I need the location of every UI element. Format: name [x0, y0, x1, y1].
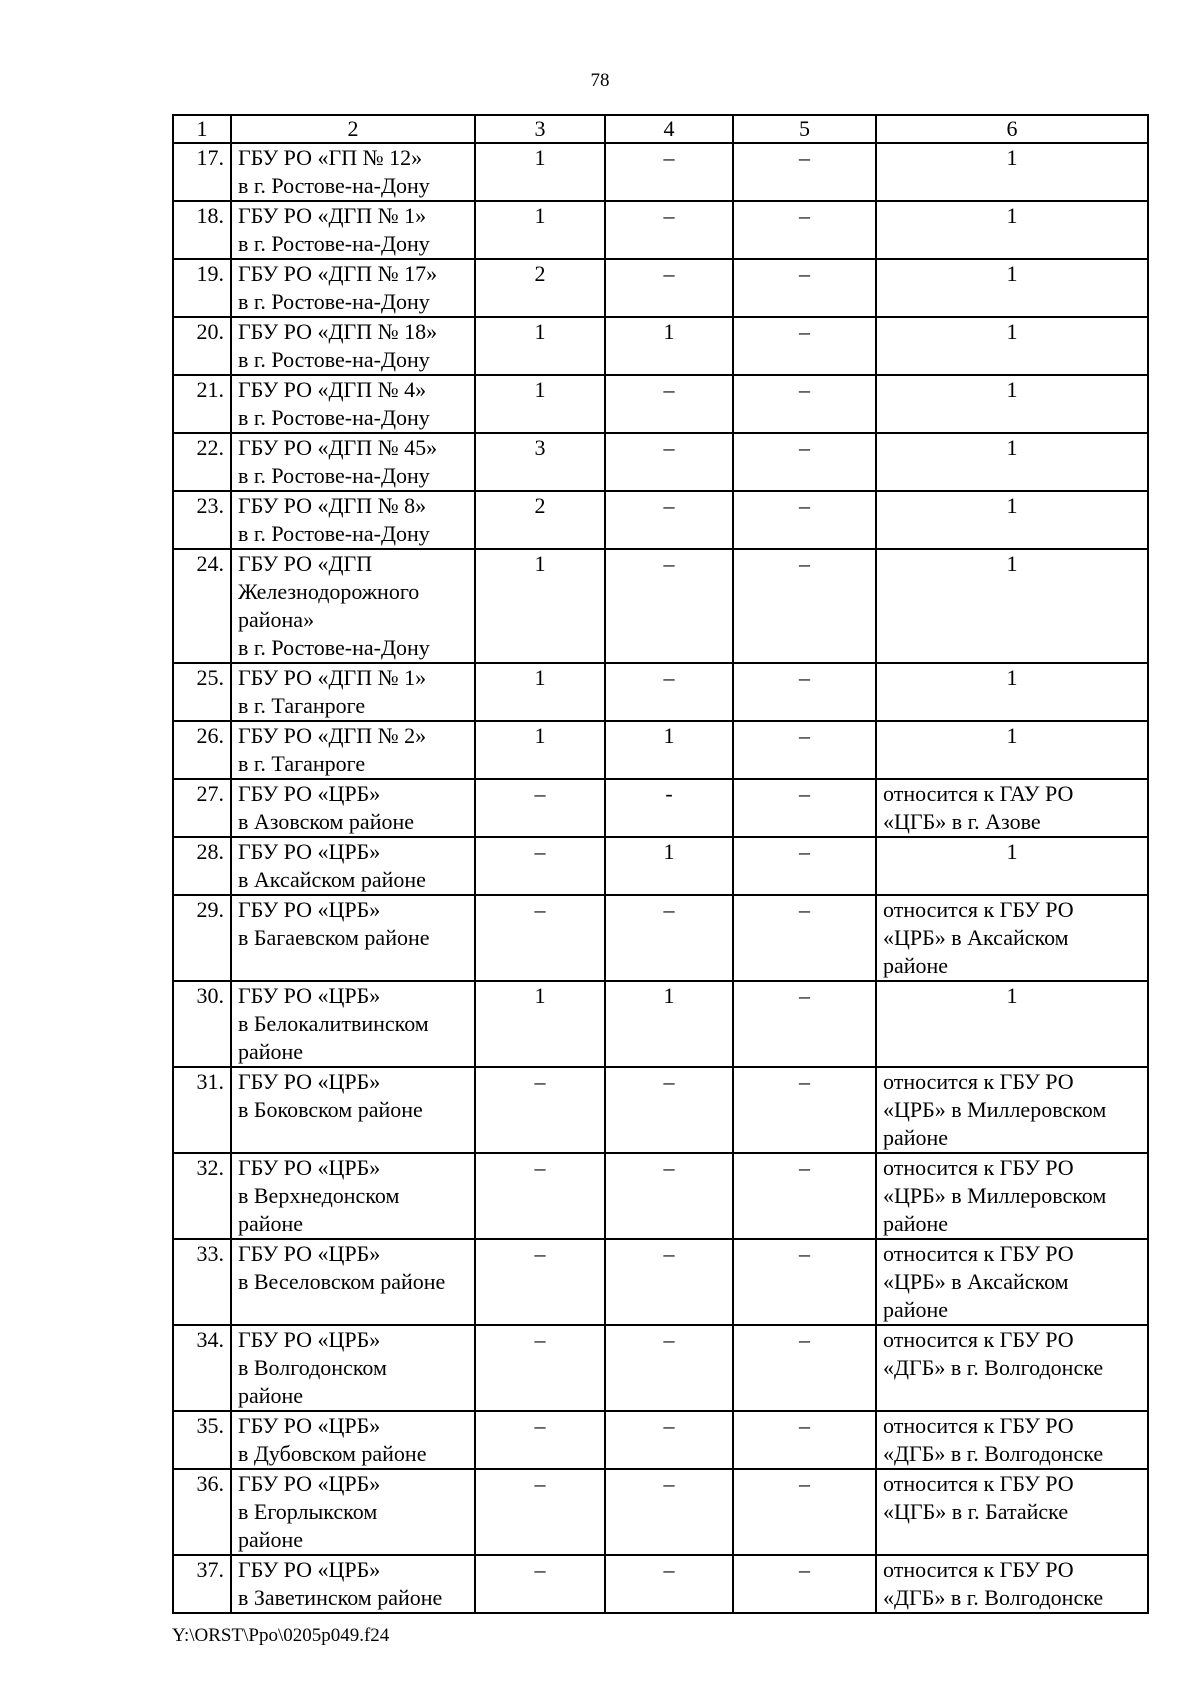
col-3-value: – — [475, 1469, 605, 1555]
col-4-value: 1 — [605, 317, 733, 375]
row-number: 35. — [173, 1411, 231, 1469]
row-number: 37. — [173, 1555, 231, 1613]
header-col-4: 4 — [605, 115, 733, 143]
institution-name: ГБУ РО «ЦРБ» в Азовском районе — [231, 779, 475, 837]
col-6-value: относится к ГБУ РО «ДГБ» в г. Волгодонске — [876, 1555, 1148, 1613]
row-number: 19. — [173, 259, 231, 317]
col-5-value: – — [733, 1239, 876, 1325]
col-4-value: – — [605, 491, 733, 549]
col-5-value: – — [733, 837, 876, 895]
table-row — [173, 433, 1148, 491]
col-5-value: – — [733, 491, 876, 549]
row-number: 20. — [173, 317, 231, 375]
table-row — [173, 1411, 1148, 1469]
col-6-value: 1 — [876, 721, 1148, 779]
col-5-value: – — [733, 1469, 876, 1555]
col-5-value: – — [733, 779, 876, 837]
institution-name: ГБУ РО «ДГП № 17» в г. Ростове-на-Дону — [231, 259, 475, 317]
col-4-value: 1 — [605, 981, 733, 1067]
table-row — [173, 317, 1148, 375]
row-number: 26. — [173, 721, 231, 779]
col-6-value: 1 — [876, 201, 1148, 259]
col-6-value: относится к ГБУ РО «ЦРБ» в Аксайском районе — [876, 1239, 1148, 1325]
col-4-value: – — [605, 1411, 733, 1469]
institution-name: ГБУ РО «ГП № 12» в г. Ростове-на-Дону — [231, 143, 475, 201]
table-row — [173, 259, 1148, 317]
col-5-value: – — [733, 433, 876, 491]
col-3-value: – — [475, 779, 605, 837]
institution-name: ГБУ РО «ДГП № 18» в г. Ростове-на-Дону — [231, 317, 475, 375]
table-row — [173, 143, 1148, 201]
col-3-value: – — [475, 1325, 605, 1411]
institution-name: ГБУ РО «ЦРБ» в Дубовском районе — [231, 1411, 475, 1469]
table-body — [173, 143, 1148, 1613]
col-5-value: – — [733, 1153, 876, 1239]
header-col-6: 6 — [876, 115, 1148, 143]
col-5-value: – — [733, 895, 876, 981]
col-5-value: – — [733, 1325, 876, 1411]
col-3-value: 1 — [475, 201, 605, 259]
table-row — [173, 981, 1148, 1067]
col-4-value: – — [605, 549, 733, 663]
col-4-value: – — [605, 895, 733, 981]
row-number: 17. — [173, 143, 231, 201]
row-number: 23. — [173, 491, 231, 549]
document-table — [172, 114, 1149, 1614]
col-5-value: – — [733, 259, 876, 317]
table-row — [173, 1469, 1148, 1555]
table-row — [173, 1239, 1148, 1325]
row-number: 29. — [173, 895, 231, 981]
table-row — [173, 779, 1148, 837]
table-row — [173, 663, 1148, 721]
header-col-1: 1 — [173, 115, 231, 143]
table-row — [173, 1555, 1148, 1613]
table-row — [173, 1153, 1148, 1239]
institution-name: ГБУ РО «ЦРБ» в Егорлыкском районе — [231, 1469, 475, 1555]
header-row — [173, 115, 1148, 143]
table-row — [173, 837, 1148, 895]
col-4-value: – — [605, 259, 733, 317]
col-6-value: 1 — [876, 259, 1148, 317]
col-3-value: 1 — [475, 721, 605, 779]
col-4-value: - — [605, 779, 733, 837]
col-4-value: – — [605, 375, 733, 433]
institution-name: ГБУ РО «ДГП № 2» в г. Таганроге — [231, 721, 475, 779]
row-number: 36. — [173, 1469, 231, 1555]
institution-name: ГБУ РО «ДГП № 1» в г. Ростове-на-Дону — [231, 201, 475, 259]
col-5-value: – — [733, 981, 876, 1067]
col-6-value: относится к ГБУ РО «ЦРБ» в Миллеровском районе — [876, 1067, 1148, 1153]
table-row — [173, 201, 1148, 259]
row-number: 24. — [173, 549, 231, 663]
col-6-value: относится к ГБУ РО «ЦГБ» в г. Батайске — [876, 1469, 1148, 1555]
institution-name: ГБУ РО «ЦРБ» в Белокалитвинском районе — [231, 981, 475, 1067]
institution-name: ГБУ РО «ДГП № 4» в г. Ростове-на-Дону — [231, 375, 475, 433]
col-5-value: – — [733, 143, 876, 201]
col-6-value: 1 — [876, 491, 1148, 549]
col-4-value: – — [605, 1067, 733, 1153]
col-6-value: относится к ГБУ РО «ДГБ» в г. Волгодонске — [876, 1325, 1148, 1411]
col-3-value: 1 — [475, 317, 605, 375]
table-row — [173, 895, 1148, 981]
col-6-value: относится к ГАУ РО «ЦГБ» в г. Азове — [876, 779, 1148, 837]
col-3-value: – — [475, 1153, 605, 1239]
col-3-value: – — [475, 837, 605, 895]
col-3-value: 3 — [475, 433, 605, 491]
col-5-value: – — [733, 721, 876, 779]
row-number: 31. — [173, 1067, 231, 1153]
institution-name: ГБУ РО «ЦРБ» в Веселовском районе — [231, 1239, 475, 1325]
col-4-value: – — [605, 1153, 733, 1239]
col-3-value: – — [475, 1067, 605, 1153]
row-number: 18. — [173, 201, 231, 259]
row-number: 28. — [173, 837, 231, 895]
col-5-value: – — [733, 1555, 876, 1613]
row-number: 34. — [173, 1325, 231, 1411]
table-row — [173, 549, 1148, 663]
row-number: 30. — [173, 981, 231, 1067]
institution-name: ГБУ РО «ДГП № 45» в г. Ростове-на-Дону — [231, 433, 475, 491]
institution-name: ГБУ РО «ЦРБ» в Волгодонском районе — [231, 1325, 475, 1411]
institution-name: ГБУ РО «ЦРБ» в Багаевском районе — [231, 895, 475, 981]
col-6-value: относится к ГБУ РО «ЦРБ» в Миллеровском районе — [876, 1153, 1148, 1239]
col-3-value: 2 — [475, 259, 605, 317]
col-3-value: 1 — [475, 549, 605, 663]
table-row — [173, 375, 1148, 433]
col-6-value: относится к ГБУ РО «ЦРБ» в Аксайском районе — [876, 895, 1148, 981]
col-5-value: – — [733, 317, 876, 375]
header-col-2: 2 — [231, 115, 475, 143]
row-number: 33. — [173, 1239, 231, 1325]
col-6-value: 1 — [876, 663, 1148, 721]
table-row — [173, 1325, 1148, 1411]
col-4-value: – — [605, 663, 733, 721]
table-row — [173, 721, 1148, 779]
institution-name: ГБУ РО «ЦРБ» в Заветинском районе — [231, 1555, 475, 1613]
institution-name: ГБУ РО «ДГП Железнодорожного района» в г. Ростове-на-Дону — [231, 549, 475, 663]
institution-name: ГБУ РО «ЦРБ» в Аксайском районе — [231, 837, 475, 895]
col-3-value: – — [475, 1239, 605, 1325]
institution-name: ГБУ РО «ЦРБ» в Верхнедонском районе — [231, 1153, 475, 1239]
institution-name: ГБУ РО «ДГП № 1» в г. Таганроге — [231, 663, 475, 721]
col-6-value: 1 — [876, 143, 1148, 201]
col-4-value: – — [605, 433, 733, 491]
col-3-value: 1 — [475, 663, 605, 721]
table-header — [173, 115, 1148, 143]
col-6-value: 1 — [876, 981, 1148, 1067]
table-row — [173, 491, 1148, 549]
col-3-value: – — [475, 1555, 605, 1613]
row-number: 22. — [173, 433, 231, 491]
col-4-value: – — [605, 143, 733, 201]
col-3-value: – — [475, 895, 605, 981]
row-number: 21. — [173, 375, 231, 433]
col-4-value: 1 — [605, 837, 733, 895]
page-number: 78 — [590, 70, 610, 91]
row-number: 25. — [173, 663, 231, 721]
col-4-value: – — [605, 1325, 733, 1411]
col-6-value: 1 — [876, 837, 1148, 895]
col-3-value: 2 — [475, 491, 605, 549]
col-4-value: – — [605, 1555, 733, 1613]
col-3-value: 1 — [475, 143, 605, 201]
col-5-value: – — [733, 201, 876, 259]
col-6-value: 1 — [876, 317, 1148, 375]
table-row — [173, 1067, 1148, 1153]
header-col-3: 3 — [475, 115, 605, 143]
col-6-value: 1 — [876, 375, 1148, 433]
col-5-value: – — [733, 1411, 876, 1469]
header-col-5: 5 — [733, 115, 876, 143]
col-5-value: – — [733, 663, 876, 721]
col-4-value: – — [605, 1469, 733, 1555]
col-3-value: – — [475, 1411, 605, 1469]
col-3-value: 1 — [475, 375, 605, 433]
col-5-value: – — [733, 375, 876, 433]
col-6-value: относится к ГБУ РО «ДГБ» в г. Волгодонске — [876, 1411, 1148, 1469]
row-number: 27. — [173, 779, 231, 837]
col-5-value: – — [733, 1067, 876, 1153]
col-4-value: – — [605, 1239, 733, 1325]
col-5-value: – — [733, 549, 876, 663]
col-6-value: 1 — [876, 433, 1148, 491]
footer-file-path: Y:\ORST\Ppo\0205p049.f24 — [172, 1625, 390, 1646]
col-6-value: 1 — [876, 549, 1148, 663]
col-4-value: – — [605, 201, 733, 259]
row-number: 32. — [173, 1153, 231, 1239]
institution-name: ГБУ РО «ДГП № 8» в г. Ростове-на-Дону — [231, 491, 475, 549]
col-4-value: 1 — [605, 721, 733, 779]
institution-name: ГБУ РО «ЦРБ» в Боковском районе — [231, 1067, 475, 1153]
col-3-value: 1 — [475, 981, 605, 1067]
